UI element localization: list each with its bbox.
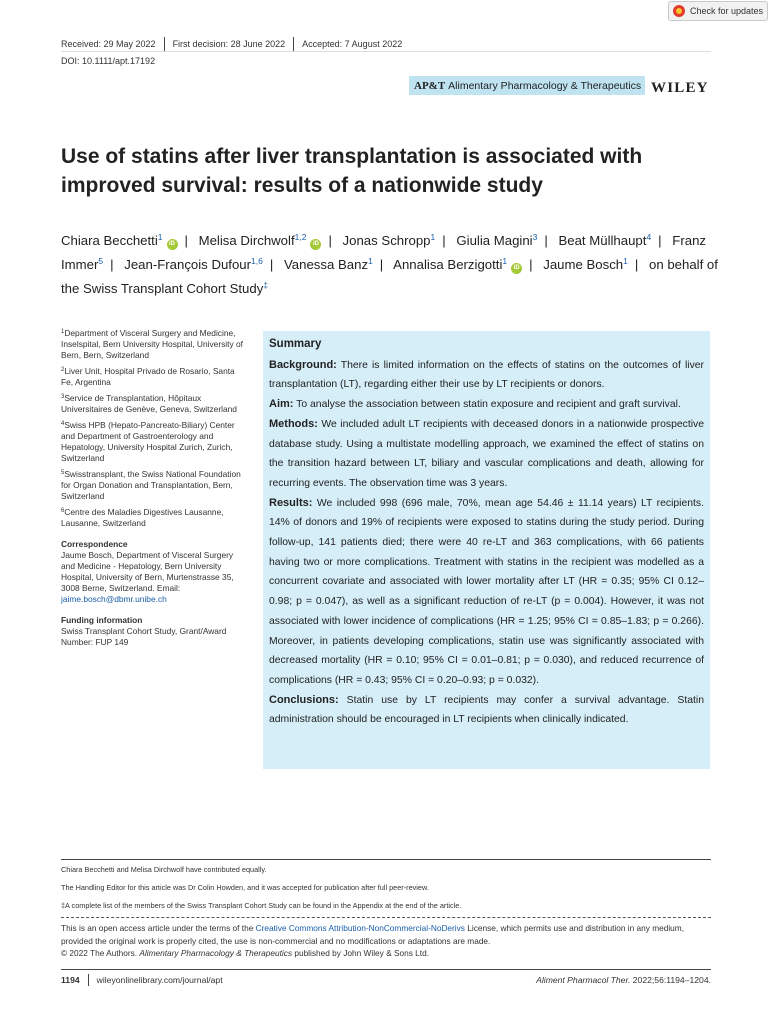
accepted-date: Accepted: 7 August 2022 — [302, 39, 403, 49]
author-list — [61, 229, 721, 301]
author-name: Jaume Bosch — [543, 257, 624, 272]
affiliation-list — [61, 328, 246, 529]
affiliation-text: Liver Unit, Hospital Privado de Rosario, Santa Fe, Argentina — [61, 366, 235, 387]
crossmark-icon — [673, 5, 685, 17]
license-post: License, which permits use and distribution in any medium, provided the original work is properly cited, the use is non-commercial and no modifications or adaptations are made. — [61, 923, 685, 946]
abstract-methods — [269, 415, 704, 494]
affiliation — [61, 393, 246, 415]
author-affiliation-marker: 1 — [502, 256, 508, 266]
author[interactable] — [558, 233, 651, 248]
background-text: There is limited information on the effects of statins on the outcomes of liver transplantation (LT), regarding either their use by LT recipients or donors. — [269, 359, 704, 391]
citation — [536, 975, 711, 985]
abstract-aim — [269, 395, 704, 415]
funding-heading: Funding information — [61, 615, 143, 625]
license-notice — [61, 922, 711, 960]
license-rule — [61, 917, 711, 918]
conclusions-text: Statin use by LT recipients may confer a survival advantage. Statin administration should be encouraged in LT recipients when clinically indicated. — [269, 694, 704, 726]
page-number: 1194 — [61, 975, 80, 985]
affiliation-number: 3 — [61, 394, 65, 400]
author-name: Vanessa Banz — [283, 257, 369, 272]
copyright-pre: © 2022 The Authors. — [61, 948, 140, 958]
author-name: on behalf of the Swiss Transplant Cohort Study — [61, 257, 718, 296]
author-separator: | — [658, 233, 662, 248]
summary-heading: Summary — [269, 338, 322, 350]
aim-label: Aim: — [269, 398, 294, 411]
affiliation-text: Swisstransplant, the Swiss National Foundation for Organ Donation and Transplantation, Bern, Switzerland — [61, 469, 241, 501]
affiliation-number: 6 — [61, 508, 65, 514]
author-affiliation-marker: 4 — [646, 232, 652, 242]
check-for-updates-label: Check for updates — [690, 6, 764, 16]
conclusions-label: Conclusions: — [269, 693, 339, 706]
article-title: Use of statins after liver transplantation is associated with improved survival: results of a nationwide study — [61, 145, 643, 197]
copyright-journal: Alimentary Pharmacology & Therapeutics — [139, 948, 293, 958]
page-footer — [61, 974, 711, 986]
correspondence-text — [61, 550, 246, 605]
author-affiliation-marker: 1 — [368, 256, 373, 266]
author[interactable] — [343, 233, 436, 248]
divider — [293, 37, 294, 51]
abstract-conclusions — [269, 691, 704, 730]
author-separator: | — [529, 257, 533, 272]
author-separator: | — [110, 257, 114, 272]
abstract-results — [269, 494, 704, 691]
aim-text: To analyse the association between statin exposure and recipient and graft survival. — [293, 399, 681, 411]
affiliation — [61, 420, 246, 464]
publisher-logo: WILEY — [651, 80, 709, 96]
journal-banner[interactable] — [409, 76, 645, 95]
affiliation-number: 2 — [61, 367, 65, 373]
doi[interactable]: DOI: 10.1111/apt.17192 — [61, 56, 156, 66]
methods-text: We included adult LT recipients with deceased donors in a nationwide prospective database study. Using a multistate modelling approach, we examined the effect of statins on the transition hazard between LT, biliary and vascular complications and death, allowing for recurring events. The observation time was 3 years. — [269, 418, 704, 489]
author-name: Jean-François Dufour — [124, 257, 252, 272]
background-label: Background: — [269, 358, 337, 371]
license-pre: This is an open access article under the terms of the — [61, 923, 256, 933]
author-separator: | — [634, 257, 639, 272]
author-separator: | — [379, 257, 384, 272]
author-separator: | — [544, 233, 548, 248]
affiliation — [61, 507, 246, 529]
affiliation-text: Department of Visceral Surgery and Medicine, Inselspital, Bern University Hospital, University of Bern, Bern, Switzerland — [61, 328, 243, 360]
author-affiliation-marker: 1 — [623, 256, 628, 266]
author-affiliation-marker: 1,6 — [251, 256, 263, 266]
methods-label: Methods: — [269, 417, 318, 430]
author[interactable] — [543, 257, 628, 272]
author[interactable] — [61, 233, 178, 248]
author-name: Annalisa Berzigotti — [393, 257, 503, 272]
author[interactable] — [456, 233, 537, 248]
journal-url[interactable]: wileyonlinelibrary.com/journal/apt — [96, 975, 223, 985]
citation-volume: 2022;56:1194–1204. — [630, 975, 711, 985]
abstract-box — [263, 331, 710, 769]
author-affiliation-marker: 1 — [157, 232, 163, 242]
abstract-background — [269, 356, 704, 395]
footnote: Chiara Becchetti and Melisa Dirchwolf have contributed equally. — [61, 865, 267, 874]
author[interactable] — [199, 233, 322, 248]
orcid-icon[interactable]: iD — [167, 239, 178, 250]
copyright-line — [61, 947, 711, 960]
citation-journal: Aliment Pharmacol Ther. — [536, 975, 631, 985]
author-affiliation-marker: 1 — [430, 232, 436, 242]
divider — [164, 37, 165, 51]
email-label: Email: — [156, 583, 181, 593]
author-name: Jonas Schropp — [342, 233, 431, 248]
author-separator: | — [269, 257, 274, 272]
author-name: Giulia Magini — [456, 233, 533, 248]
author-name: Beat Müllhaupt — [558, 233, 647, 248]
author-name: Chiara Becchetti — [61, 233, 158, 248]
author-separator: | — [442, 233, 446, 248]
check-for-updates-button[interactable] — [668, 1, 768, 21]
email-link[interactable]: jaime.bosch@dbmr.unibe.ch — [61, 594, 167, 604]
affiliation-number: 5 — [61, 470, 65, 476]
footnotes — [61, 865, 711, 919]
author[interactable] — [124, 257, 263, 272]
author-affiliation-marker: 3 — [532, 232, 538, 242]
copyright-post: published by John Wiley & Sons Ltd. — [292, 948, 430, 958]
footnote-rule — [61, 859, 711, 860]
results-label: Results: — [269, 496, 313, 509]
funding-text: Swiss Transplant Cohort Study, Grant/Award Number: FUP 149 — [61, 626, 227, 647]
orcid-icon[interactable]: iD — [511, 263, 522, 274]
affiliation-text: Swiss HPB (Hepato-Pancreato-Biliary) Center and Department of Gastroenterology and Hepatology, University Hospital Zurich, Zurich, Switzerland — [61, 420, 235, 463]
license-link[interactable]: Creative Commons Attribution-NonCommercial-NoDerivs — [255, 923, 465, 933]
footer-rule — [61, 969, 711, 970]
correspondence-heading: Correspondence — [61, 539, 128, 549]
sidebar — [61, 328, 246, 648]
author-separator: | — [328, 233, 332, 248]
author-name: Franz Immer — [61, 233, 706, 272]
affiliation-text: Centre des Maladies Digestives Lausanne, Lausanne, Switzerland — [61, 507, 224, 528]
footnote: ‡A complete list of the members of the Swiss Transplant Cohort Study can be found in the Appendix at the end of the article. — [61, 901, 462, 910]
affiliation — [61, 328, 246, 361]
received-date: Received: 29 May 2022 — [61, 39, 156, 49]
affiliation-text: Service de Transplantation, Hôpitaux Universitaires de Genève, Geneva, Switzerland — [61, 393, 237, 414]
footnote: The Handling Editor for this article was Dr Colin Howden, and it was accepted for publication after full peer-review. — [61, 883, 429, 892]
orcid-icon[interactable]: iD — [310, 239, 321, 250]
correspondence-address: Jaume Bosch, Department of Visceral Surgery and Medicine - Hepatology, Bern University Hospital, University of Bern, Murtenstrasse 35, 3008 Berne, Switzerland. — [61, 550, 234, 593]
author[interactable] — [393, 257, 522, 272]
divider — [88, 974, 89, 986]
header-rule — [61, 51, 711, 52]
author-name: Melisa Dirchwolf — [198, 233, 295, 248]
affiliation — [61, 366, 246, 388]
article-dates — [61, 37, 402, 51]
journal-name: Alimentary Pharmacology & Therapeutics — [448, 79, 642, 92]
author-affiliation-marker: ‡ — [263, 280, 269, 290]
first-decision-date: First decision: 28 June 2022 — [172, 39, 286, 49]
affiliation-number: 4 — [61, 421, 65, 427]
affiliation — [61, 469, 246, 502]
journal-abbreviation: AP&T — [414, 79, 446, 92]
license-text — [61, 922, 711, 947]
author-affiliation-marker: 1,2 — [294, 232, 307, 242]
results-text: We included 998 (696 male, 70%, mean age 54.46 ± 11.14 years) LT recipients. 14% of donors and 19% of recipients were exposed to statins during the study period. During follow-up, 141 patients died; there were 40 re-LT and 363 complications, with 66 patients having two or more complications. Treatment with statins in the recipient was modelled as a concurrent covariate and associated with lower mortality after LT (HR = 0.35; 95% CI 0.12–0.98; p = 0.047), as well as a significant reduction of re-LT (p = 0.004). However, it was not associated with lower incidence of complications (HR = 1.25; 95% CI = 0.85–1.83; p = 0.266). Moreover, in patients developing complications, statin use was significantly associated with decreased mortality (HR = 0.10; 95% CI = 0.01–0.81; p = 0.030), and reduced recurrence of complications (HR = 0.43; 95% CI = 0.20–0.93; p = 0.032). — [269, 497, 704, 686]
affiliation-number: 1 — [61, 329, 65, 335]
author[interactable] — [284, 257, 373, 272]
author-affiliation-marker: 5 — [98, 256, 104, 266]
author-separator: | — [184, 233, 188, 248]
